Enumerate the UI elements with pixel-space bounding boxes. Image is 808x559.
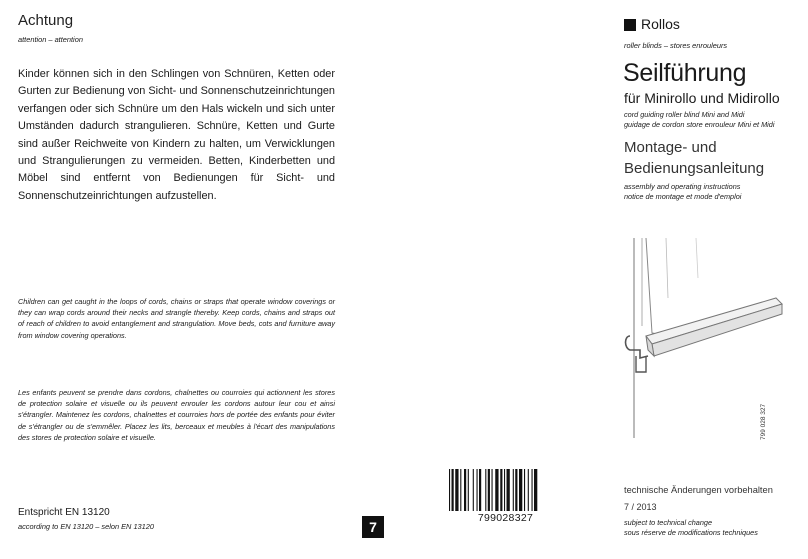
manual-type-en: assembly and operating instructions [624, 182, 741, 191]
technical-changes-en: subject to technical change [624, 518, 713, 527]
technical-changes-note: technische Änderungen vorbehalten [624, 485, 773, 495]
manual-type-line1: Montage- und [624, 139, 717, 156]
warning-text-en: Children can get caught in the loops of cords, chains or straps that operate window coverings or they can wrap cords around their necks and strangle thereby. Keep cords, chains and straps out of reach of children to avoid entanglement and strangulation. Move beds, cots and furniture away from window covering operations. [18, 297, 335, 340]
warning-text-fr: Les enfants peuvent se prendre dans cordons, chalnettes ou courroies qui actionnent les stores de protection solaire et visuelle ou ils peuvent enrouler les cordons autour leur cou et ainsi s'étrangler. Maintenez les cordons, chalnettes et courroies hors de portée des enfants pour éviter de s'étrangler ou de s'emmêler. Placez les lits, berceaux et meubles à l'écart des manipulations des stores de protection solaire et visuelle. [18, 388, 335, 442]
technical-changes-fr: sous réserve de modifications techniques [624, 528, 758, 537]
warning-title: Achtung [18, 12, 74, 29]
norm-label: Entspricht EN 13120 [18, 507, 110, 518]
page-number: 7 [362, 516, 384, 538]
manual-type-line2: Bedienungsanleitung [624, 160, 765, 177]
document-title: Seilführung [623, 59, 747, 87]
document-subtitle: für Minirollo und Midirollo [624, 90, 780, 106]
brand-name: Rollos [641, 16, 680, 32]
roller-blind-cord-guide-illustration [606, 238, 784, 438]
manual-type-fr: notice de montage et mode d'emploi [624, 192, 742, 201]
edition-date: 7 / 2013 [624, 502, 657, 512]
barcode [447, 469, 564, 511]
title-en: cord guiding roller blind Mini and Midi [624, 110, 745, 119]
vertical-article-code: 799 028 327 [760, 403, 767, 440]
filled-square-icon [624, 19, 636, 31]
barcode-number: 799028327 [477, 512, 534, 524]
norm-sublabel: according to EN 13120 – selon EN 13120 [18, 522, 154, 531]
warning-text-de: Kinder können sich in den Schlingen von Schnüren, Ketten oder Gurten zur Bedienung von Sicht- und Sonnenschutzeinrichtungen verfangen oder sich Schnüre um den Hals wickeln und sich unter Umständen dadurch strangulieren. Schnüre, Ketten und Gurte sind außer Reichweite von Kindern zu halten, um Verwicklungen und Strangulierungen zu vermeiden. Betten, Kinderbetten und Möbel sind entfernt von Bedienungen für Sicht- und Sonnenschutzeinrichtungen aufzustellen. [18, 68, 335, 202]
brand-subtitle: roller blinds – stores enrouleurs [624, 41, 728, 50]
title-fr: guidage de cordon store enrouleur Mini et Midi [624, 120, 775, 129]
warning-subtitle: attention – attention [18, 35, 83, 44]
